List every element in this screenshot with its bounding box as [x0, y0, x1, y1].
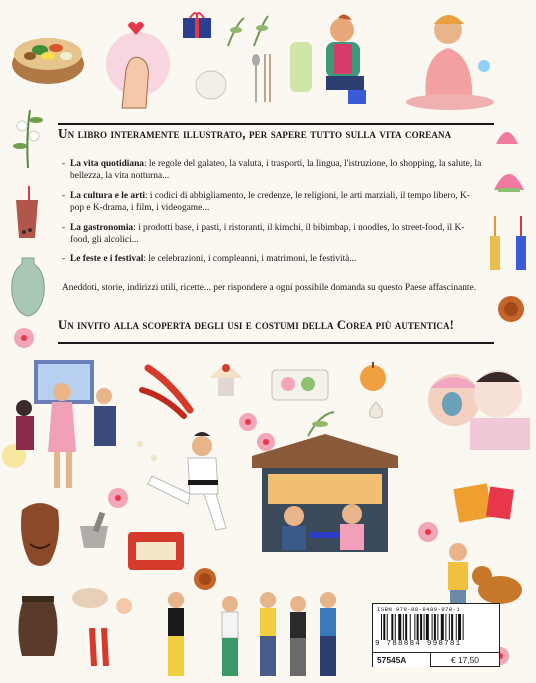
barcode-bar — [417, 614, 419, 640]
illustration-porcelain-jar — [194, 66, 228, 100]
illustration-bingsu-dessert — [208, 362, 244, 400]
illustration-herb-leaves — [222, 12, 274, 48]
illustration-spoon-chopsticks — [250, 52, 274, 104]
barcode-bar — [458, 614, 461, 640]
illustration-red-pepper-string — [86, 626, 120, 668]
headline-top: Un libro interamente illustrato, per sapere tutto sulla vita coreana — [58, 126, 452, 141]
list-item — [62, 190, 482, 215]
barcode-bars — [381, 614, 495, 640]
barcode-bar — [387, 614, 388, 640]
barcode-bar — [437, 614, 438, 640]
illustration-bubble-tea — [12, 186, 42, 240]
barcode-bar — [410, 614, 411, 640]
illustration-red-chili-peppers — [140, 362, 196, 418]
product-code: 57545A — [373, 653, 431, 667]
illustration-taekwondo-fighter — [132, 424, 242, 534]
barcode-bar — [434, 614, 436, 640]
section-title: La vita quotidiana — [70, 159, 144, 169]
section-text: : i prodotti base, i pasti, i ristoranti, il kimchi, il bibimbap, i noodles, lo street-food, il K-food, gli alcolici... — [70, 222, 465, 246]
illustration-karaoke-scene — [4, 356, 128, 496]
barcode-bar — [383, 614, 385, 640]
bottom-rule — [58, 342, 494, 344]
illustration-kpop-dancers — [150, 582, 362, 678]
illustration-gift-box — [180, 8, 214, 40]
illustration-tteokbokki-snack — [454, 478, 514, 524]
illustration-norigae-tassels — [486, 214, 532, 274]
barcode-bar — [441, 614, 444, 640]
section-title: La cultura e le arti — [70, 190, 145, 201]
barcode-box — [372, 603, 500, 667]
list-item — [62, 253, 482, 265]
illustration-korean-pear — [358, 362, 388, 392]
illustration-kimchi-jar — [14, 594, 62, 664]
illustration-mortar-pestle — [76, 512, 112, 550]
barcode-bar — [456, 614, 457, 640]
barcode-bar — [432, 614, 433, 640]
illustration-yakgwa-cookie — [496, 294, 526, 324]
barcode-bar — [395, 614, 396, 640]
illustration-face-mask-women — [406, 358, 532, 450]
top-rule — [58, 123, 494, 125]
section-title: La gastronomia — [70, 222, 134, 233]
illustration-rice-cakes-plate — [270, 362, 330, 406]
illustration-bibimbap-bowl — [8, 20, 88, 90]
price-label: € 17,50 — [451, 655, 479, 665]
barcode-bar — [398, 614, 401, 640]
illustration-pink-flower-right — [416, 520, 440, 544]
illustration-man-with-leek — [286, 12, 378, 110]
barcode-bar — [405, 614, 407, 640]
code-row — [373, 652, 499, 666]
illustration-hahoe-mask — [16, 500, 64, 570]
section-text: : le regole del galateo, la valuta, i trasporti, la lingua, l'istruzione, lo shopping, la salute, la bellezza, la vita notturna... — [70, 159, 482, 182]
isbn-label: ISBN 978-88-8499-878-1 — [377, 606, 461, 613]
illustration-pink-flower-left — [12, 326, 36, 350]
illustration-lotus-lantern-1 — [494, 124, 520, 148]
headline-bottom: Un invito alla scoperta degli usi e costumi della Corea più autentica! — [58, 318, 454, 332]
illustration-street-food-stall — [252, 434, 398, 558]
illustration-garlic — [366, 400, 386, 420]
section-text: : le celebrazioni, i compleanni, i matrimoni, le festività... — [143, 254, 357, 265]
illustration-lotus-lantern-2 — [492, 162, 526, 194]
illustration-woman-meditating — [402, 6, 500, 112]
barcode-bar — [420, 614, 422, 640]
illustration-white-flower-branch — [10, 106, 46, 170]
summary-paragraph: Aneddoti, storie, indirizzi utili, ricette... per rispondere a ogni possibile domanda su questo Paese affascinante. — [62, 283, 477, 293]
section-text: : i codici di abbigliamento, le credenze, le religioni, le arti marziali, il tempo libero, K-pop e K-drama, i film, i videogame... — [70, 190, 470, 214]
illustration-gochujang-tub — [126, 526, 186, 572]
barcode-bar — [391, 614, 393, 640]
barcode-bar — [426, 614, 429, 640]
illustration-pink-flower-small — [106, 486, 130, 510]
barcode-bar — [403, 614, 404, 640]
topics-list — [62, 158, 482, 273]
barcode-bar — [414, 614, 415, 640]
illustration-celadon-vase — [8, 254, 48, 318]
barcode-bar — [463, 614, 464, 640]
illustration-finger-heart — [102, 14, 170, 110]
barcode-bar — [424, 614, 425, 640]
barcode-bar — [449, 614, 450, 640]
section-title: Le feste e i festival — [70, 254, 144, 265]
illustration-pouring-hands — [70, 576, 144, 620]
list-item — [62, 222, 482, 247]
ean-number: 9 788884 998781 — [375, 640, 462, 648]
list-item — [62, 158, 482, 183]
barcode-bar — [445, 614, 446, 640]
barcode-bar — [451, 614, 453, 640]
barcode-bar — [381, 614, 382, 640]
